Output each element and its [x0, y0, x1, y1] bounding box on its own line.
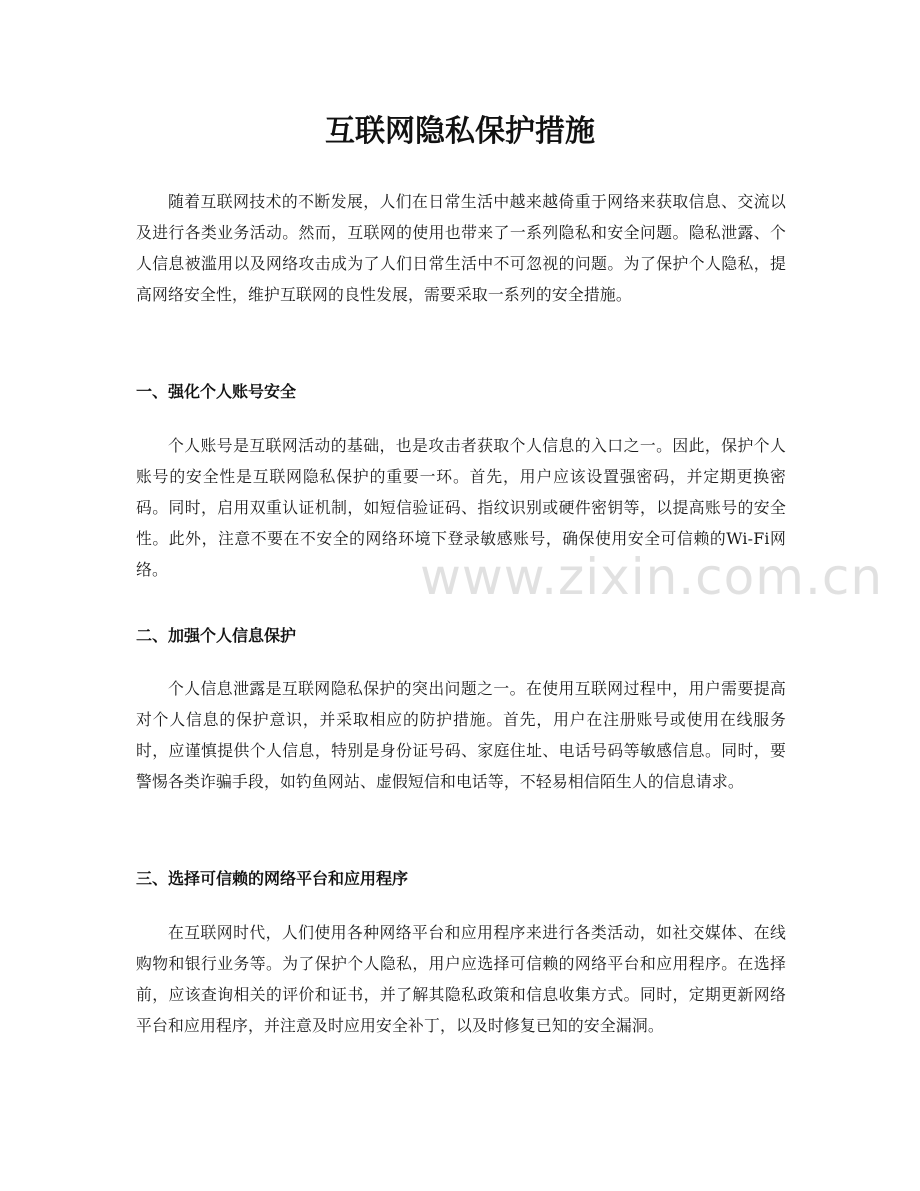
section-body-3: 在互联网时代，人们使用各种网络平台和应用程序来进行各类活动，如社交媒体、在线购物和银行业务等。为了保护个人隐私，用户应选择可信赖的网络平台和应用程序。在选择前，应该查询相关的评价和证书，并了解其隐私政策和信息收集方式。同时，定期更新网络平台和应用程序，并注意及时应用安全补丁，以及时修复已知的安全漏洞。	[136, 923, 786, 1035]
section-body-2: 个人信息泄露是互联网隐私保护的突出问题之一。在使用互联网过程中，用户需要提高对个人信息的保护意识，并采取相应的防护措施。首先，用户在注册账号或使用在线服务时，应谨慎提供个人信息，特别是身份证号码、家庭住址、电话号码等敏感信息。同时，要警惕各类诈骗手段，如钓鱼网站、虚假短信和电话等，不轻易相信陌生人的信息请求。	[136, 679, 786, 791]
page-title: 互联网隐私保护措施	[325, 114, 595, 149]
section-body-1: 个人账号是互联网活动的基础，也是攻击者获取个人信息的入口之一。因此，保护个人账号的安全性是互联网隐私保护的重要一环。首先，用户应该设置强密码，并定期更换密码。同时，启用双重认证机制，如短信验证码、指纹识别或硬件密钥等，以提高账号的安全性。此外，注意不要在不安全的网络环境下登录敏感账号，确保使用安全可信赖的Wi-Fi网络。	[136, 436, 786, 579]
section-heading-3: 三、选择可信赖的网络平台和应用程序	[136, 869, 409, 888]
section-heading-1: 一、强化个人账号安全	[136, 382, 297, 401]
section-heading-2: 二、加强个人信息保护	[136, 626, 297, 645]
watermark-text: www.zixin.com.cn	[420, 548, 884, 606]
intro-paragraph: 随着互联网技术的不断发展，人们在日常生活中越来越倚重于网络来获取信息、交流以及进行各类业务活动。然而，互联网的使用也带来了一系列隐私和安全问题。隐私泄露、个人信息被滥用以及网络攻击成为了人们日常生活中不可忽视的问题。为了保护个人隐私，提高网络安全性，维护互联网的良性发展，需要采取一系列的安全措施。	[136, 192, 786, 304]
